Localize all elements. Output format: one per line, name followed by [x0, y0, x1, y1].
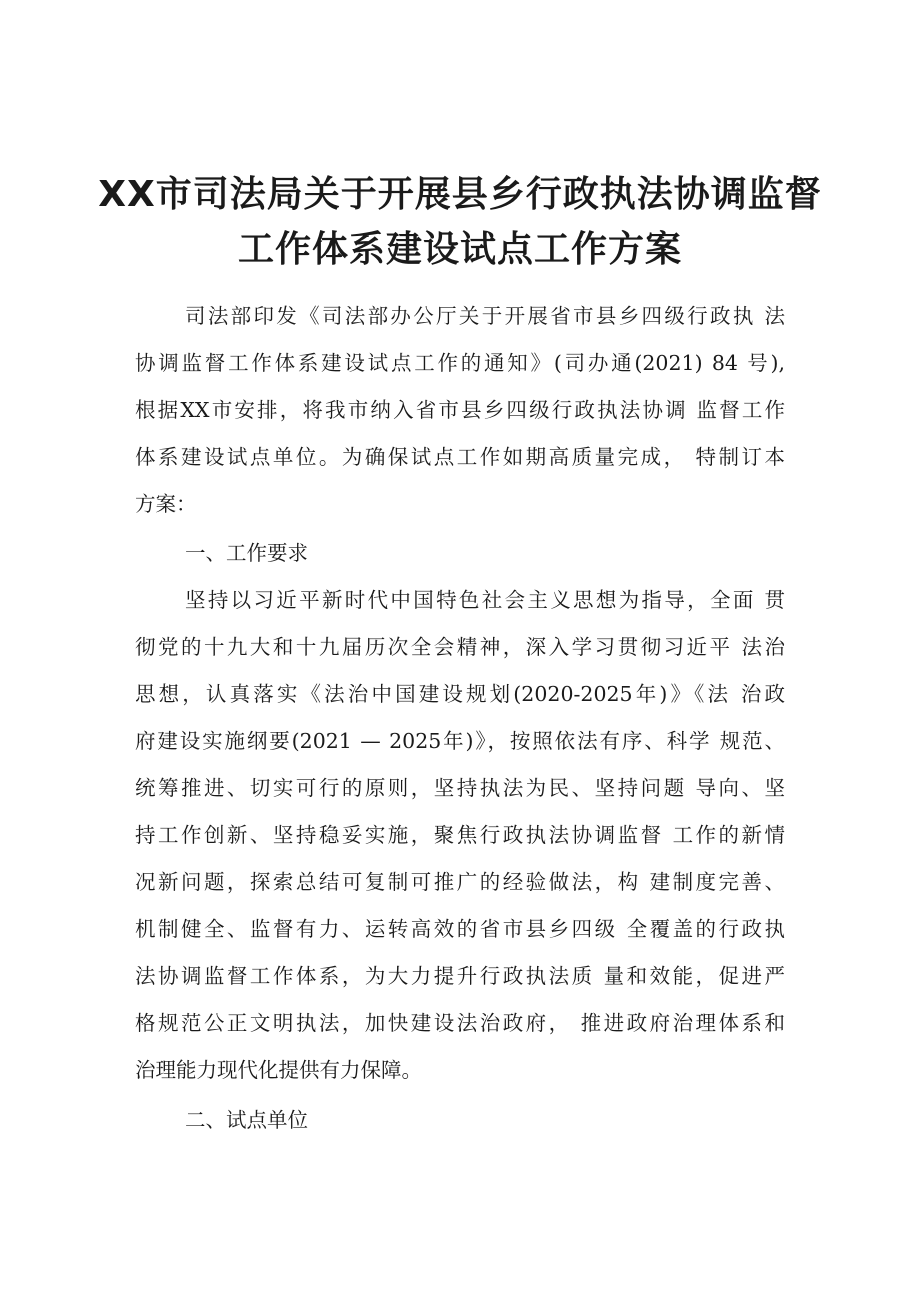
intro-line-1: 司法部印发《司法部办公厅关于开展省市县乡四级行政执 法	[185, 304, 785, 328]
section-1-line-11: 治理能力现代化提供有力保障。	[135, 1058, 422, 1082]
section-1-line-5: 统筹推进、切实可行的原则，坚持执法为民、坚持问题 导向、坚	[135, 776, 785, 800]
section-1-line-6: 持工作创新、坚持稳妥实施，聚焦行政执法协调监督 工作的新情	[135, 823, 785, 847]
intro-line-4: 体系建设试点单位。为确保试点工作如期高质量完成， 特制订本	[135, 445, 785, 469]
section-1-line-8: 机制健全、监督有力、运转高效的省市县乡四级 全覆盖的行政执	[135, 917, 785, 941]
intro-line-3: 根据XX市安排，将我市纳入省市县乡四级行政执法协调 监督工作	[135, 398, 785, 422]
document-title-line-2: 工作体系建设试点工作方案	[237, 229, 682, 270]
section-1-line-4: 府建设实施纲要(2021 — 2025年)》，按照依法有序、科学 规范、	[135, 729, 785, 753]
intro-line-2: 协调监督工作体系建设试点工作的通知》(司办通(2021) 84 号),	[135, 351, 785, 375]
intro-line-5: 方案：	[135, 492, 197, 516]
section-1-line-7: 况新问题，探索总结可复制可推广的经验做法，构 建制度完善、	[135, 870, 785, 894]
section-1-heading: 一、工作要求	[185, 541, 308, 565]
section-1-line-3: 思想，认真落实《法治中国建设规划(2020-2025年)》《法 治政	[135, 682, 785, 706]
document-title-line-1: XX市司法局关于开展县乡行政执法协调监督	[98, 174, 822, 215]
section-1-line-2: 彻党的十九大和十九届历次全会精神，深入学习贯彻习近平 法治	[135, 635, 785, 659]
section-1-line-9: 法协调监督工作体系，为大力提升行政执法质 量和效能，促进严	[135, 964, 785, 988]
section-1-line-10: 格规范公正文明执法，加快建设法治政府， 推进政府治理体系和	[135, 1011, 785, 1035]
section-1-line-1: 坚持以习近平新时代中国特色社会主义思想为指导，全面 贯	[185, 588, 785, 612]
section-2-heading: 二、试点单位	[185, 1108, 308, 1132]
